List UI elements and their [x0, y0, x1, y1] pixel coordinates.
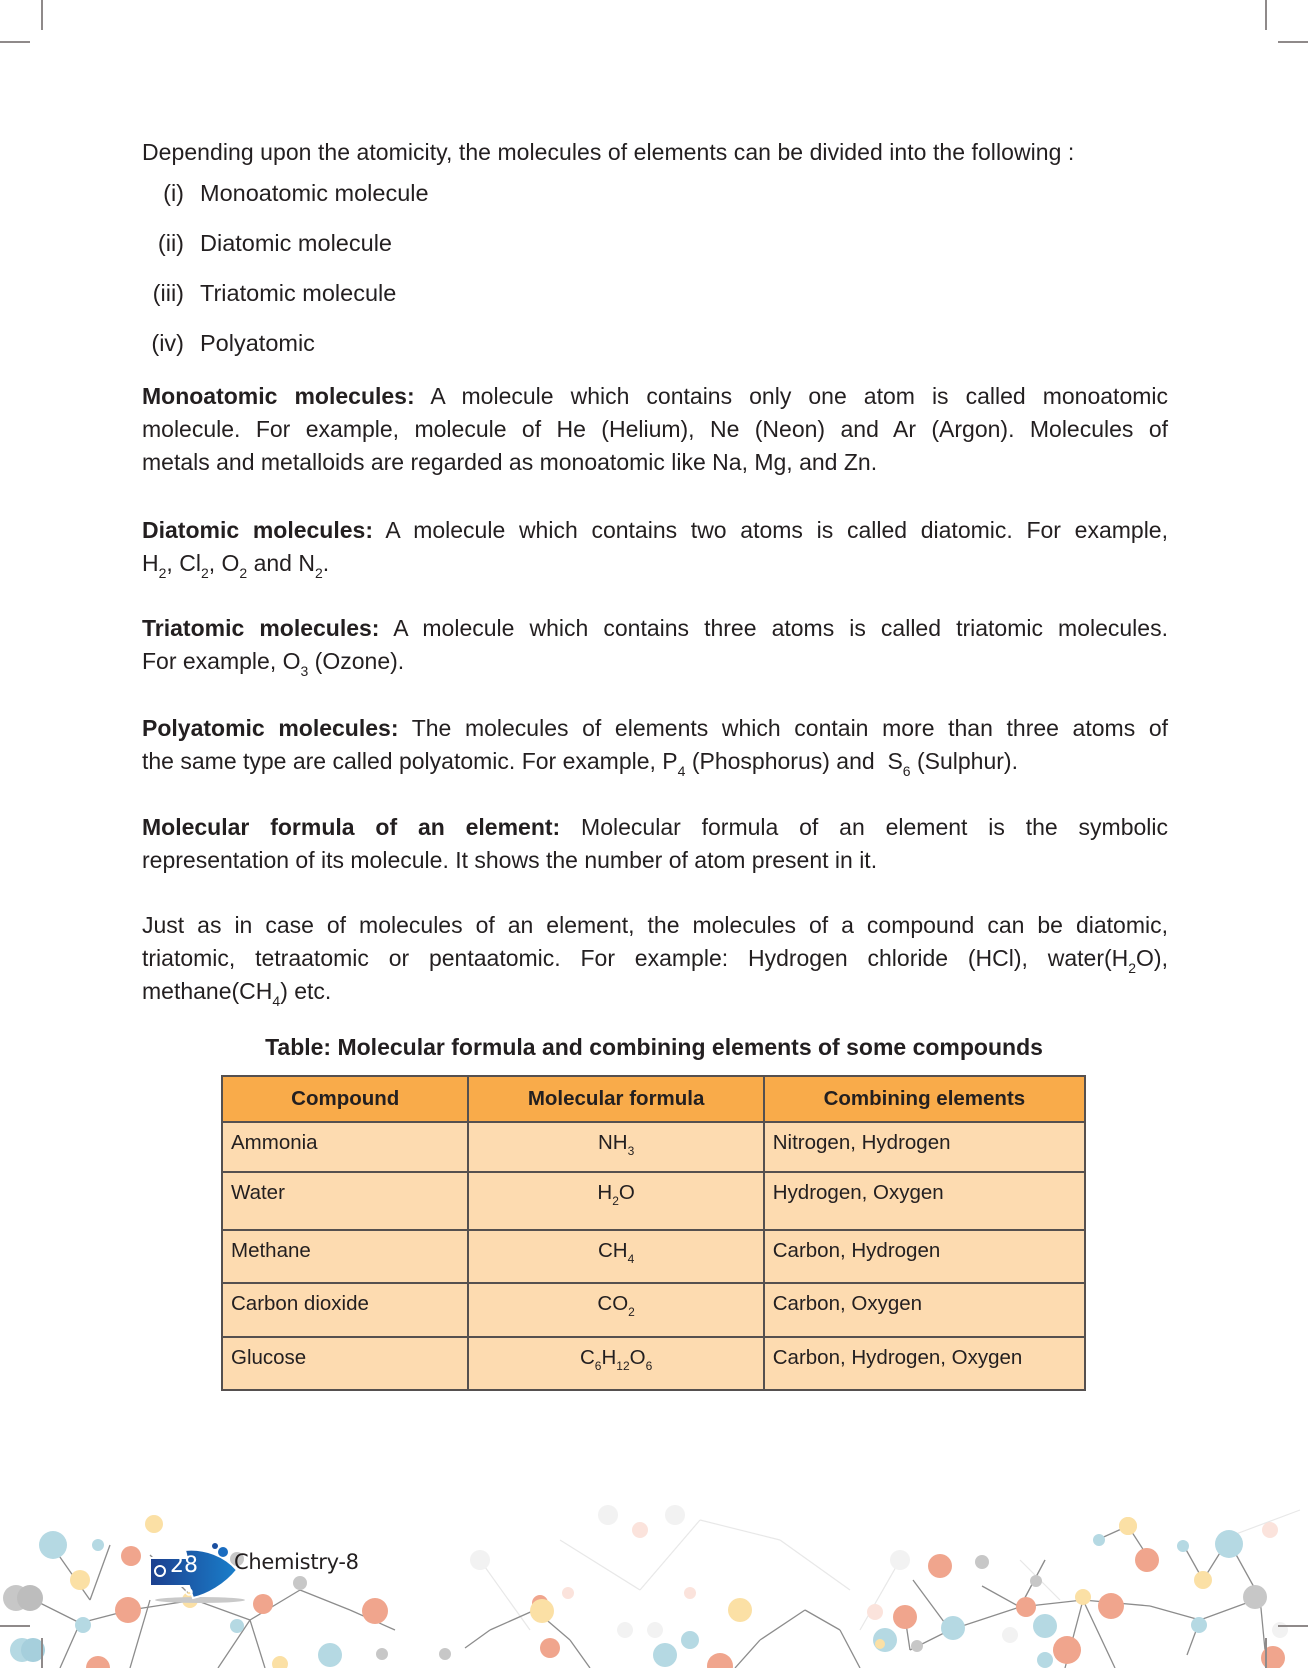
- diatomic-heading: Diatomic molecules:: [142, 517, 373, 543]
- molecular-formula-paragraph: [142, 811, 1168, 877]
- cell-formula: $CO_2$: [468, 1283, 763, 1337]
- list-number: (i): [163, 179, 184, 206]
- molecular-formula-text-2: representation of its molecule. It shows the number of atom present in it.: [142, 847, 878, 873]
- cell-compound: Ammonia: [222, 1122, 468, 1172]
- polyatomic-paragraph: [142, 712, 1168, 778]
- book-title: Chemistry-8: [234, 1550, 359, 1574]
- monoatomic-text-2: molecule. For example, molecule of He (Helium), Ne (Neon) and Ar (Argon). Molecules of: [142, 416, 1168, 442]
- crop-mark-bottom-right-horizontal: [1278, 1625, 1308, 1627]
- column-header-molecular-formula: Molecular formula: [468, 1076, 763, 1122]
- column-header-compound: Compound: [222, 1076, 468, 1122]
- page-content: [142, 136, 1169, 1009]
- compounds-paragraph: [142, 909, 1168, 1008]
- list-number: (iv): [151, 329, 184, 356]
- compounds-text-2: triatomic, tetraatomic or pentaatomic. For example: Hydrogen chloride (HCl), $water(H_2O)$,: [142, 945, 1168, 976]
- crop-mark-top-right-vertical: [1265, 0, 1267, 30]
- list-item: [142, 268, 429, 318]
- crop-mark-bottom-left-horizontal: [0, 1625, 30, 1627]
- cell-formula: $NH_3$: [468, 1122, 763, 1172]
- polyatomic-text-2: the same type are called polyatomic. For example, $P_4$ (Phosphorus) and $S_6$ (Sulphur).: [142, 748, 1018, 779]
- crop-mark-top-right-horizontal: [1278, 41, 1308, 43]
- list-item: [142, 218, 429, 268]
- cell-compound: Methane: [222, 1230, 468, 1283]
- list-label: Triatomic molecule: [200, 279, 397, 306]
- monoatomic-text-1: A molecule which contains only one atom is called monoatomic: [414, 383, 1169, 409]
- crop-mark-top-left-horizontal: [0, 41, 30, 43]
- cell-elements: Carbon, Oxygen: [764, 1283, 1085, 1337]
- cell-elements: Carbon, Hydrogen: [764, 1230, 1085, 1283]
- polyatomic-text-1: The molecules of elements which contain more than three atoms of: [398, 715, 1168, 741]
- table-caption: Table: Molecular formula and combining elements of some compounds: [265, 1034, 1043, 1060]
- molecular-formula-text-1: Molecular formula of an element is the symbolic: [560, 814, 1168, 840]
- crop-mark-bottom-right-vertical: [1265, 1638, 1267, 1668]
- cell-compound: Glucose: [222, 1337, 468, 1390]
- triatomic-heading: Triatomic molecules:: [142, 615, 380, 641]
- cell-elements: Nitrogen, Hydrogen: [764, 1122, 1085, 1172]
- cell-formula: $CH_4$: [468, 1230, 763, 1283]
- list-number: (iii): [152, 279, 184, 306]
- crop-mark-top-left-vertical: [41, 0, 43, 30]
- cell-compound: Carbon dioxide: [222, 1283, 468, 1337]
- table-row: [222, 1230, 1085, 1283]
- compounds-table: [221, 1075, 1086, 1391]
- monoatomic-heading: Monoatomic molecules:: [142, 383, 415, 409]
- cell-formula: $H_2O$: [468, 1172, 763, 1230]
- table-row: [222, 1122, 1085, 1172]
- polyatomic-heading: Polyatomic molecules:: [142, 715, 399, 741]
- table-header-row: [222, 1076, 1085, 1122]
- table-row: [222, 1337, 1085, 1390]
- list-label: Monoatomic molecule: [200, 179, 429, 206]
- monoatomic-paragraph: [142, 380, 1168, 479]
- table-row: [222, 1283, 1085, 1337]
- triatomic-text-1: A molecule which contains three atoms is called triatomic molecules.: [379, 615, 1168, 641]
- molecular-formula-heading: Molecular formula of an element:: [142, 814, 561, 840]
- intro-paragraph: Depending upon the atomicity, the molecules of elements can be divided into the following :: [142, 139, 1075, 165]
- compounds-text-3: $methane(CH_4)$ etc.: [142, 978, 332, 1009]
- cell-elements: Hydrogen, Oxygen: [764, 1172, 1085, 1230]
- compounds-text-1: Just as in case of molecules of an element, the molecules of a compound can be diatomic,: [142, 912, 1168, 938]
- cell-formula: $C_6H_{12}O_6$: [468, 1337, 763, 1390]
- diatomic-examples: $H_2$, $Cl_2$, $O_2$ and $N_2$.: [142, 550, 330, 581]
- monoatomic-text-3: metals and metalloids are regarded as monoatomic like Na, Mg, and Zn.: [142, 449, 878, 475]
- list-item: [142, 168, 429, 218]
- atomicity-list: [142, 176, 429, 368]
- list-item: [142, 318, 429, 368]
- column-header-combining-elements: Combining elements: [764, 1076, 1085, 1122]
- list-label: Polyatomic: [200, 329, 315, 356]
- cell-compound: Water: [222, 1172, 468, 1230]
- list-number: (ii): [157, 229, 184, 256]
- crop-mark-bottom-left-vertical: [41, 1638, 43, 1668]
- page-number: 28: [170, 1553, 198, 1578]
- list-label: Diatomic molecule: [200, 229, 392, 256]
- diatomic-paragraph: [142, 514, 1168, 580]
- diatomic-text-1: A molecule which contains two atoms is called diatomic. For example,: [373, 517, 1168, 543]
- triatomic-text-2: For example, $O_3$ (Ozone).: [142, 648, 405, 679]
- cell-elements: Carbon, Hydrogen, Oxygen: [764, 1337, 1085, 1390]
- table-row: [222, 1172, 1085, 1230]
- triatomic-paragraph: [142, 612, 1168, 678]
